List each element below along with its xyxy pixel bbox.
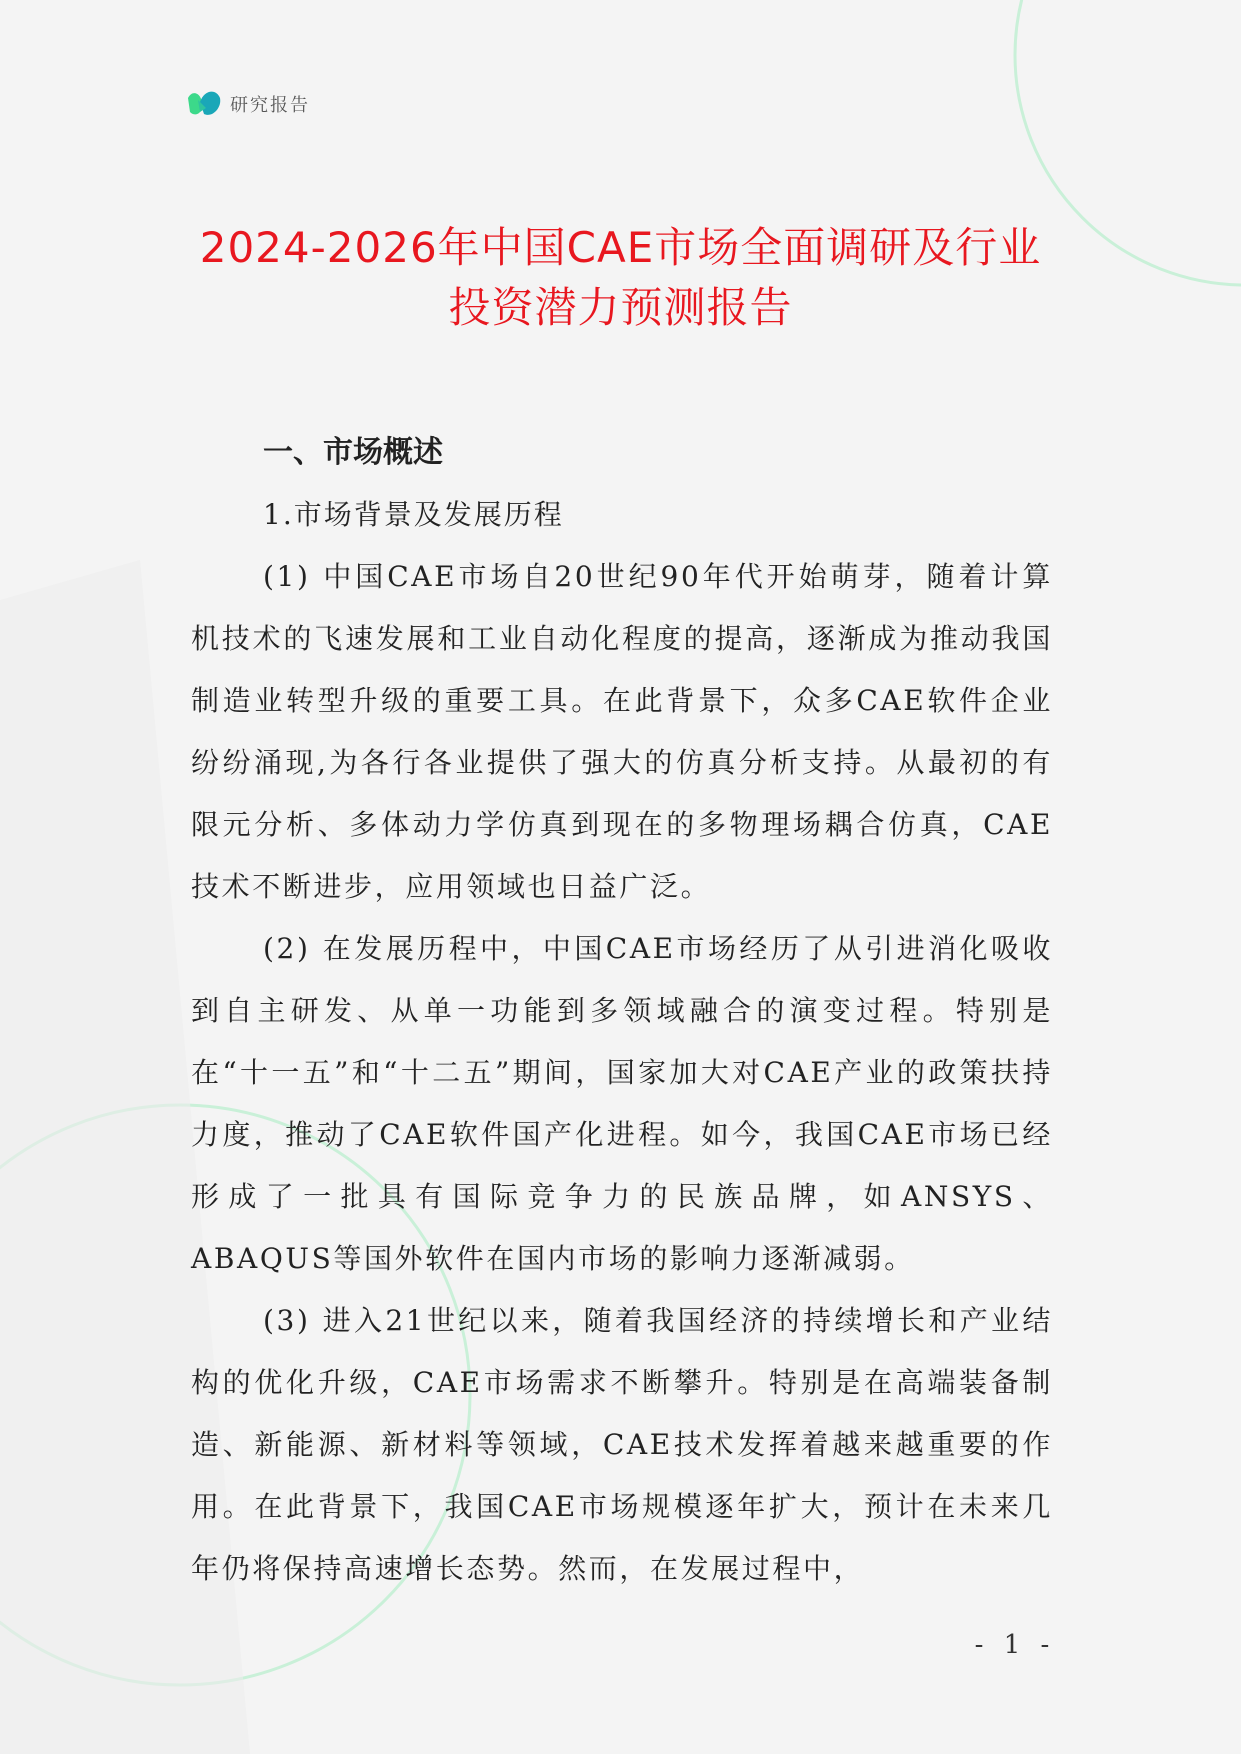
paragraph-3: (3) 进入21世纪以来，随着我国经济的持续增长和产业结构的优化升级，CAE市场需求不断攀升。特别是在高端装备制造、新能源、新材料等领域，CAE技术发挥着越来越重要的作用。在此背景下，我国CAE市场规模逐年扩大，预计在未来几年仍将保持高速增长态势。然而，在发展过程中， <box>191 1304 1053 1585</box>
page-number: - 1 - <box>974 1630 1056 1660</box>
document-title <box>150 218 1091 338</box>
document-body <box>191 412 1053 1600</box>
paragraph-1: (1) 中国CAE市场自20世纪90年代开始萌芽，随着计算机技术的飞速发展和工业自动化程度的提高，逐渐成为推动我国制造业转型升级的重要工具。在此背景下，众多CAE软件企业纷纷涌现,为各行各业提供了强大的仿真分析支持。从最初的有限元分析、多体动力学仿真到现在的多物理场耦合仿真，CAE技术不断进步，应用领域也日益广泛。 <box>191 560 1053 903</box>
header-label: 研究报告 <box>230 95 310 116</box>
report-header <box>186 88 310 120</box>
section-heading: 一、市场概述 <box>263 435 443 470</box>
subsection-heading: 1.市场背景及发展历程 <box>263 498 564 531</box>
title-line-2: 投资潜力预测报告 <box>448 283 793 332</box>
title-line-1: 2024-2026年中国CAE市场全面调研及行业 <box>199 223 1042 272</box>
brand-logo-icon <box>186 88 222 120</box>
paragraph-2: (2) 在发展历程中，中国CAE市场经历了从引进消化吸收到自主研发、从单一功能到多领域融合的演变过程。特别是在“十一五”和“十二五”期间，国家加大对CAE产业的政策扶持力度，推动了CAE软件国产化进程。如今，我国CAE市场已经形成了一批具有国际竞争力的民族品牌，如ANSYS、ABAQUS等国外软件在国内市场的影响力逐渐减弱。 <box>191 932 1053 1275</box>
